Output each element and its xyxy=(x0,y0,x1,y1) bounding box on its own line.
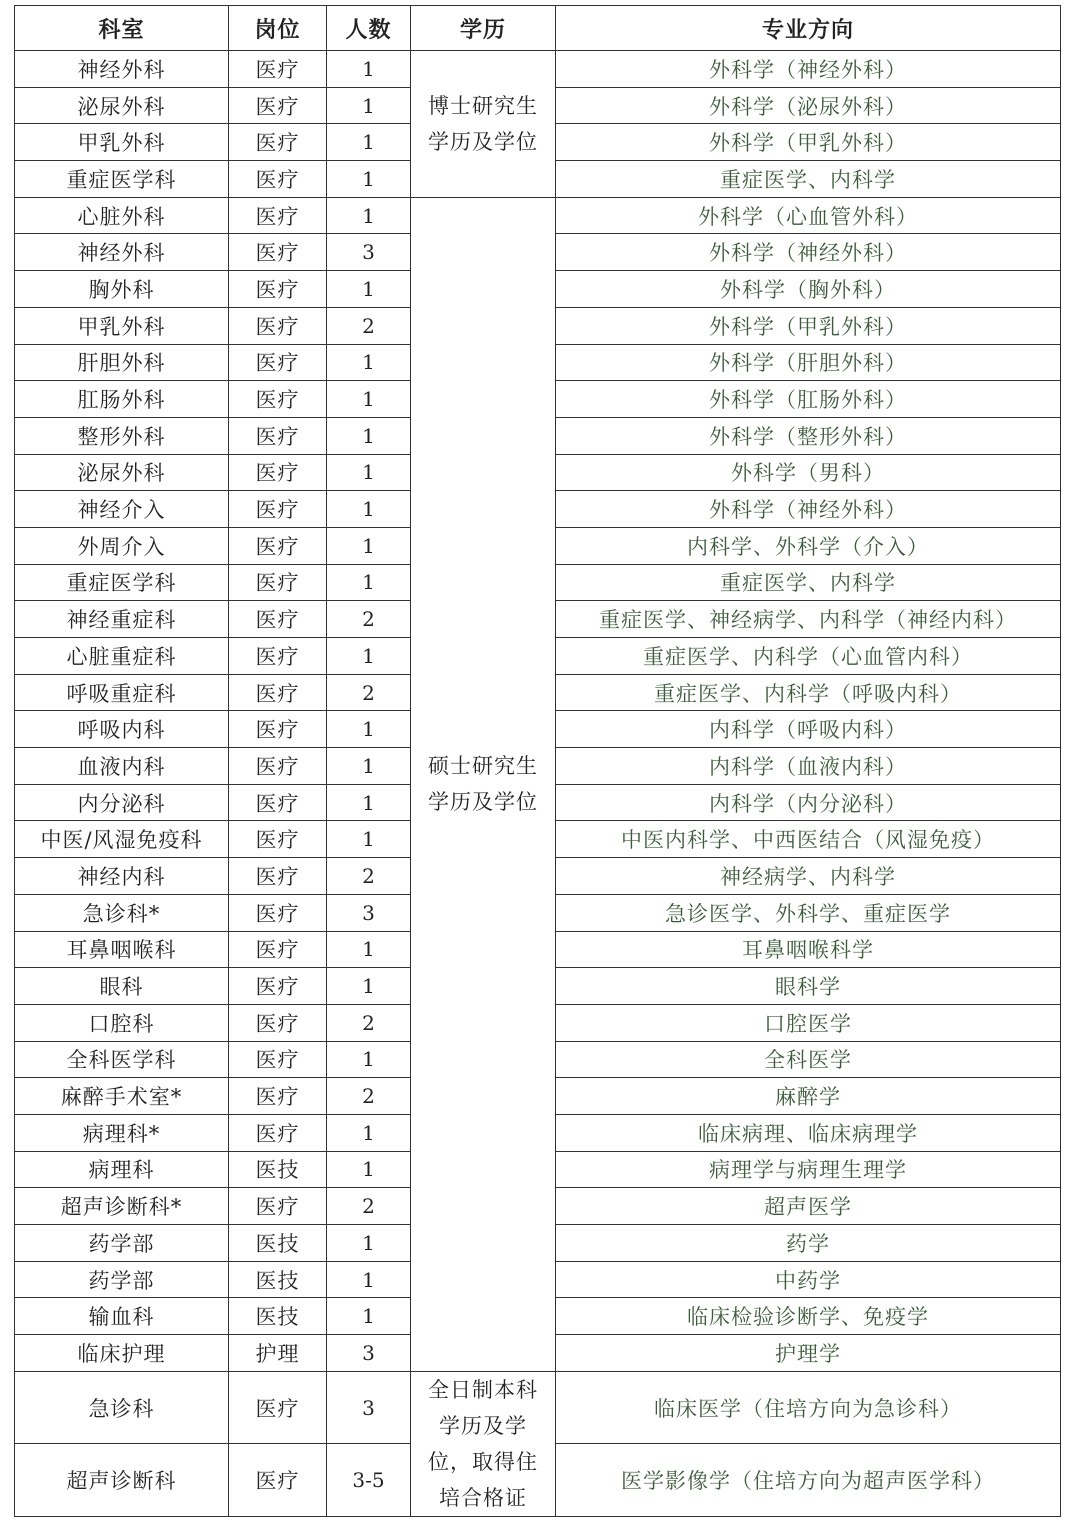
position-cell: 医疗 xyxy=(229,638,327,675)
department-cell: 超声诊断科 xyxy=(15,1444,229,1517)
headcount-cell: 2 xyxy=(327,858,411,895)
major-cell: 外科学（肛肠外科） xyxy=(556,381,1061,418)
major-cell: 外科学（胸外科） xyxy=(556,271,1061,308)
position-cell: 医疗 xyxy=(229,417,327,454)
department-cell: 重症医学科 xyxy=(15,161,229,198)
headcount-cell: 1 xyxy=(327,527,411,564)
education-line: 学历及学 xyxy=(439,1413,527,1438)
headcount-cell: 1 xyxy=(327,1225,411,1262)
major-cell: 外科学（整形外科） xyxy=(556,417,1061,454)
headcount-cell: 1 xyxy=(327,271,411,308)
headcount-cell: 2 xyxy=(327,1188,411,1225)
major-cell: 急诊医学、外科学、重症医学 xyxy=(556,894,1061,931)
department-cell: 整形外科 xyxy=(15,417,229,454)
major-cell: 麻醉学 xyxy=(556,1078,1061,1115)
table-row xyxy=(15,1371,1061,1444)
department-cell: 重症医学科 xyxy=(15,564,229,601)
department-cell: 中医/风湿免疫科 xyxy=(15,821,229,858)
table-row xyxy=(15,197,1061,234)
position-cell: 医疗 xyxy=(229,161,327,198)
major-cell: 外科学（神经外科） xyxy=(556,51,1061,88)
education-line: 位，取得住 xyxy=(428,1449,538,1474)
department-cell: 药学部 xyxy=(15,1261,229,1298)
department-cell: 甲乳外科 xyxy=(15,307,229,344)
position-cell: 医疗 xyxy=(229,527,327,564)
department-cell: 胸外科 xyxy=(15,271,229,308)
education-cell xyxy=(411,1371,556,1516)
headcount-cell: 1 xyxy=(327,1041,411,1078)
department-cell: 泌尿外科 xyxy=(15,87,229,124)
department-cell: 心脏重症科 xyxy=(15,638,229,675)
education-line: 全日制本科 xyxy=(428,1377,538,1402)
position-cell: 医疗 xyxy=(229,381,327,418)
headcount-cell: 1 xyxy=(327,454,411,491)
major-cell: 内科学（呼吸内科） xyxy=(556,711,1061,748)
position-cell: 医疗 xyxy=(229,821,327,858)
department-cell: 全科医学科 xyxy=(15,1041,229,1078)
headcount-cell: 1 xyxy=(327,564,411,601)
department-cell: 输血科 xyxy=(15,1298,229,1335)
position-cell: 医疗 xyxy=(229,858,327,895)
headcount-cell: 1 xyxy=(327,87,411,124)
position-cell: 医疗 xyxy=(229,87,327,124)
department-cell: 呼吸重症科 xyxy=(15,674,229,711)
headcount-cell: 1 xyxy=(327,1151,411,1188)
headcount-cell: 3 xyxy=(327,234,411,271)
headcount-cell: 1 xyxy=(327,161,411,198)
headcount-cell: 1 xyxy=(327,381,411,418)
major-cell: 重症医学、内科学 xyxy=(556,161,1061,198)
department-cell: 肝胆外科 xyxy=(15,344,229,381)
department-cell: 呼吸内科 xyxy=(15,711,229,748)
headcount-cell: 1 xyxy=(327,1298,411,1335)
department-cell: 口腔科 xyxy=(15,1004,229,1041)
position-cell: 医疗 xyxy=(229,1004,327,1041)
headcount-cell: 3-5 xyxy=(327,1444,411,1517)
headcount-cell: 1 xyxy=(327,821,411,858)
major-cell: 重症医学、内科学 xyxy=(556,564,1061,601)
position-cell: 医疗 xyxy=(229,271,327,308)
major-cell: 外科学（男科） xyxy=(556,454,1061,491)
department-cell: 病理科* xyxy=(15,1114,229,1151)
position-cell: 医疗 xyxy=(229,197,327,234)
major-cell: 全科医学 xyxy=(556,1041,1061,1078)
headcount-cell: 1 xyxy=(327,748,411,785)
headcount-cell: 2 xyxy=(327,1004,411,1041)
education-cell xyxy=(411,197,556,1371)
major-cell: 超声医学 xyxy=(556,1188,1061,1225)
department-cell: 肛肠外科 xyxy=(15,381,229,418)
headcount-cell: 1 xyxy=(327,1261,411,1298)
headcount-cell: 1 xyxy=(327,711,411,748)
position-cell: 医疗 xyxy=(229,931,327,968)
department-cell: 神经内科 xyxy=(15,858,229,895)
department-cell: 眼科 xyxy=(15,968,229,1005)
department-cell: 甲乳外科 xyxy=(15,124,229,161)
headcount-cell: 3 xyxy=(327,1335,411,1372)
header-education: 学历 xyxy=(411,6,556,51)
department-cell: 心脏外科 xyxy=(15,197,229,234)
department-cell: 耳鼻咽喉科 xyxy=(15,931,229,968)
major-cell: 重症医学、内科学（心血管内科） xyxy=(556,638,1061,675)
position-cell: 医疗 xyxy=(229,1188,327,1225)
position-cell: 医疗 xyxy=(229,601,327,638)
department-cell: 神经外科 xyxy=(15,51,229,88)
position-cell: 医技 xyxy=(229,1225,327,1262)
headcount-cell: 1 xyxy=(327,417,411,454)
position-cell: 医疗 xyxy=(229,51,327,88)
headcount-cell: 2 xyxy=(327,307,411,344)
education-cell xyxy=(411,51,556,198)
position-cell: 医疗 xyxy=(229,711,327,748)
major-cell: 外科学（甲乳外科） xyxy=(556,124,1061,161)
position-cell: 医疗 xyxy=(229,491,327,528)
headcount-cell: 1 xyxy=(327,784,411,821)
major-cell: 神经病学、内科学 xyxy=(556,858,1061,895)
education-line: 培合格证 xyxy=(439,1485,527,1510)
major-cell: 重症医学、内科学（呼吸内科） xyxy=(556,674,1061,711)
header-row xyxy=(15,6,1061,51)
recruitment-table-container xyxy=(14,5,1061,1517)
headcount-cell: 3 xyxy=(327,894,411,931)
position-cell: 医疗 xyxy=(229,1041,327,1078)
department-cell: 泌尿外科 xyxy=(15,454,229,491)
major-cell: 内科学（血液内科） xyxy=(556,748,1061,785)
headcount-cell: 1 xyxy=(327,344,411,381)
headcount-cell: 1 xyxy=(327,931,411,968)
major-cell: 临床检验诊断学、免疫学 xyxy=(556,1298,1061,1335)
major-cell: 外科学（泌尿外科） xyxy=(556,87,1061,124)
education-line: 硕士研究生 xyxy=(428,754,538,779)
headcount-cell: 2 xyxy=(327,674,411,711)
headcount-cell: 1 xyxy=(327,968,411,1005)
department-cell: 临床护理 xyxy=(15,1335,229,1372)
position-cell: 医技 xyxy=(229,1151,327,1188)
position-cell: 医疗 xyxy=(229,1444,327,1517)
major-cell: 中医内科学、中西医结合（风湿免疫） xyxy=(556,821,1061,858)
department-cell: 内分泌科 xyxy=(15,784,229,821)
headcount-cell: 1 xyxy=(327,491,411,528)
position-cell: 医技 xyxy=(229,1261,327,1298)
recruitment-table xyxy=(14,5,1061,1517)
headcount-cell: 3 xyxy=(327,1371,411,1444)
major-cell: 护理学 xyxy=(556,1335,1061,1372)
headcount-cell: 1 xyxy=(327,638,411,675)
department-cell: 病理科 xyxy=(15,1151,229,1188)
position-cell: 医疗 xyxy=(229,564,327,601)
department-cell: 急诊科* xyxy=(15,894,229,931)
position-cell: 护理 xyxy=(229,1335,327,1372)
position-cell: 医疗 xyxy=(229,1114,327,1151)
headcount-cell: 2 xyxy=(327,601,411,638)
major-cell: 中药学 xyxy=(556,1261,1061,1298)
major-cell: 病理学与病理生理学 xyxy=(556,1151,1061,1188)
header-position: 岗位 xyxy=(229,6,327,51)
major-cell: 药学 xyxy=(556,1225,1061,1262)
position-cell: 医疗 xyxy=(229,748,327,785)
headcount-cell: 1 xyxy=(327,51,411,88)
major-cell: 眼科学 xyxy=(556,968,1061,1005)
position-cell: 医疗 xyxy=(229,124,327,161)
table-body xyxy=(15,51,1061,1517)
education-line: 学历及学位 xyxy=(428,790,538,815)
position-cell: 医疗 xyxy=(229,1078,327,1115)
major-cell: 口腔医学 xyxy=(556,1004,1061,1041)
major-cell: 耳鼻咽喉科学 xyxy=(556,931,1061,968)
header-major: 专业方向 xyxy=(556,6,1061,51)
position-cell: 医疗 xyxy=(229,784,327,821)
position-cell: 医疗 xyxy=(229,968,327,1005)
major-cell: 外科学（神经外科） xyxy=(556,491,1061,528)
major-cell: 内科学、外科学（介入） xyxy=(556,527,1061,564)
department-cell: 外周介入 xyxy=(15,527,229,564)
major-cell: 内科学（内分泌科） xyxy=(556,784,1061,821)
department-cell: 血液内科 xyxy=(15,748,229,785)
major-cell: 医学影像学（住培方向为超声医学科） xyxy=(556,1444,1061,1517)
education-line: 博士研究生 xyxy=(428,93,538,118)
position-cell: 医疗 xyxy=(229,1371,327,1444)
header-department: 科室 xyxy=(15,6,229,51)
major-cell: 外科学（肝胆外科） xyxy=(556,344,1061,381)
headcount-cell: 1 xyxy=(327,1114,411,1151)
department-cell: 神经介入 xyxy=(15,491,229,528)
department-cell: 神经外科 xyxy=(15,234,229,271)
headcount-cell: 1 xyxy=(327,197,411,234)
position-cell: 医疗 xyxy=(229,307,327,344)
header-headcount: 人数 xyxy=(327,6,411,51)
table-row xyxy=(15,51,1061,88)
position-cell: 医疗 xyxy=(229,674,327,711)
headcount-cell: 2 xyxy=(327,1078,411,1115)
position-cell: 医疗 xyxy=(229,454,327,491)
major-cell: 重症医学、神经病学、内科学（神经内科） xyxy=(556,601,1061,638)
major-cell: 外科学（甲乳外科） xyxy=(556,307,1061,344)
department-cell: 麻醉手术室* xyxy=(15,1078,229,1115)
major-cell: 临床病理、临床病理学 xyxy=(556,1114,1061,1151)
headcount-cell: 1 xyxy=(327,124,411,161)
position-cell: 医疗 xyxy=(229,344,327,381)
major-cell: 外科学（心血管外科） xyxy=(556,197,1061,234)
position-cell: 医疗 xyxy=(229,234,327,271)
department-cell: 急诊科 xyxy=(15,1371,229,1444)
education-line: 学历及学位 xyxy=(428,129,538,154)
department-cell: 超声诊断科* xyxy=(15,1188,229,1225)
major-cell: 外科学（神经外科） xyxy=(556,234,1061,271)
department-cell: 神经重症科 xyxy=(15,601,229,638)
position-cell: 医技 xyxy=(229,1298,327,1335)
department-cell: 药学部 xyxy=(15,1225,229,1262)
major-cell: 临床医学（住培方向为急诊科） xyxy=(556,1371,1061,1444)
position-cell: 医疗 xyxy=(229,894,327,931)
